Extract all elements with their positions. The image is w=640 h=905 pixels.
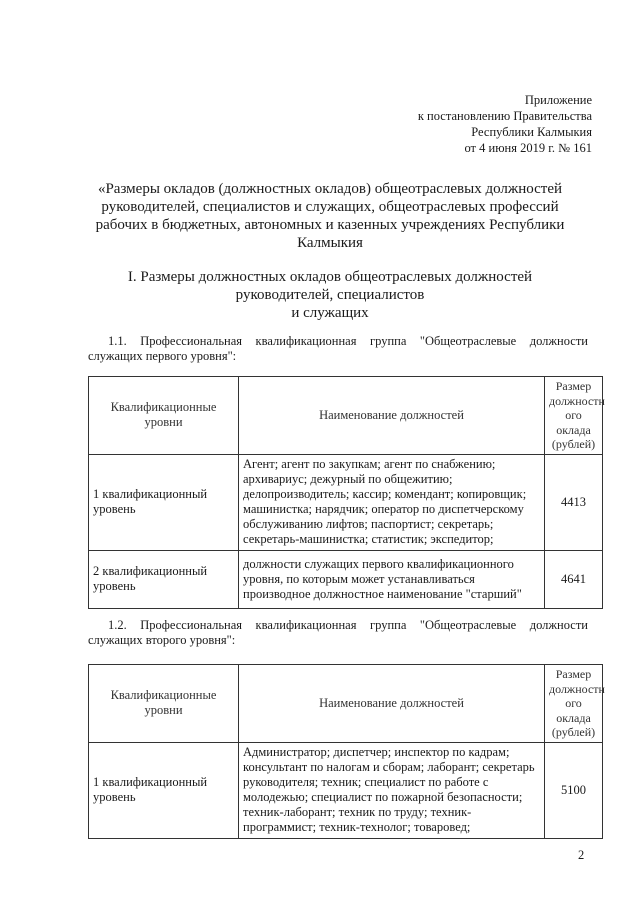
appendix-line: Приложение bbox=[524, 93, 592, 107]
header-levels: Квалификационные уровни bbox=[89, 377, 239, 455]
salary-cell: 4413 bbox=[545, 454, 603, 550]
section-line: I. Размеры должностных окладов общеотраслевых должностей bbox=[127, 269, 533, 285]
level-cell: 1 квалификационный уровень bbox=[89, 454, 239, 550]
group2-caption-text: 1.2. Профессиональная квалификационная группа "Общеотраслевые должности служащих второго уровня": bbox=[88, 618, 588, 647]
header-levels: Квалификационные уровни bbox=[89, 665, 239, 743]
table-row bbox=[89, 550, 603, 608]
title-line: «Размеры окладов (должностных окладов) общеотраслевых должностей bbox=[97, 181, 563, 197]
section-line: руководителей, специалистов bbox=[235, 287, 425, 303]
table-row bbox=[89, 454, 603, 550]
header-salary: Размер должностн ого оклада (рублей) bbox=[545, 377, 603, 455]
group1-caption-text: 1.1. Профессиональная квалификационная группа "Общеотраслевые должности служащих первого уровня": bbox=[88, 334, 588, 363]
group2-caption bbox=[88, 618, 588, 648]
title-line: руководителей, специалистов и служащих, общеотраслевых профессий bbox=[101, 199, 559, 215]
table-header-row bbox=[89, 377, 603, 455]
appendix-date: от 4 июня 2019 г. № 161 bbox=[464, 141, 592, 155]
group2-salary-table bbox=[88, 664, 603, 839]
table-header-row bbox=[89, 665, 603, 743]
salary-cell: 4641 bbox=[545, 550, 603, 608]
document-title bbox=[70, 180, 590, 252]
positions-cell: Агент; агент по закупкам; агент по снабжению; архивариус; дежурный по общежитию; делопроизводитель; кассир; комендант; копировщик; машинистка; нарядчик; оператор по диспетчерскому обслуживанию лифтов; паспортист; секретарь; секретарь-машинистка; статистик; экспедитор; bbox=[239, 454, 545, 550]
salary-cell: 5100 bbox=[545, 742, 603, 838]
section-line: и служащих bbox=[291, 305, 369, 321]
header-names: Наименование должностей bbox=[239, 377, 545, 455]
group1-salary-table bbox=[88, 376, 603, 609]
positions-cell: должности служащих первого квалификационного уровня, по которым может устанавливаться производное должностное наименование "старший" bbox=[239, 550, 545, 608]
appendix-line: к постановлению Правительства bbox=[417, 109, 592, 123]
section-title bbox=[70, 268, 590, 322]
header-salary: Размер должностн ого оклада (рублей) bbox=[545, 665, 603, 743]
level-cell: 1 квалификационный уровень bbox=[89, 742, 239, 838]
appendix-line: Республики Калмыкия bbox=[471, 125, 592, 139]
appendix-block bbox=[292, 92, 592, 156]
title-line: Калмыкия bbox=[297, 235, 363, 251]
table-row bbox=[89, 742, 603, 838]
title-line: рабочих в бюджетных, автономных и казенных учреждениях Республики bbox=[95, 217, 565, 233]
header-names: Наименование должностей bbox=[239, 665, 545, 743]
level-cell: 2 квалификационный уровень bbox=[89, 550, 239, 608]
page-number: 2 bbox=[578, 848, 585, 862]
group1-caption bbox=[88, 334, 588, 364]
positions-cell: Администратор; диспетчер; инспектор по кадрам; консультант по налогам и сборам; лаборант; секретарь руководителя; техник; специалист по работе с молодежью; специалист по пожарной безопасности; техник-лаборант; техник по труду; техник-программист; техник-технолог; товаровед; bbox=[239, 742, 545, 838]
